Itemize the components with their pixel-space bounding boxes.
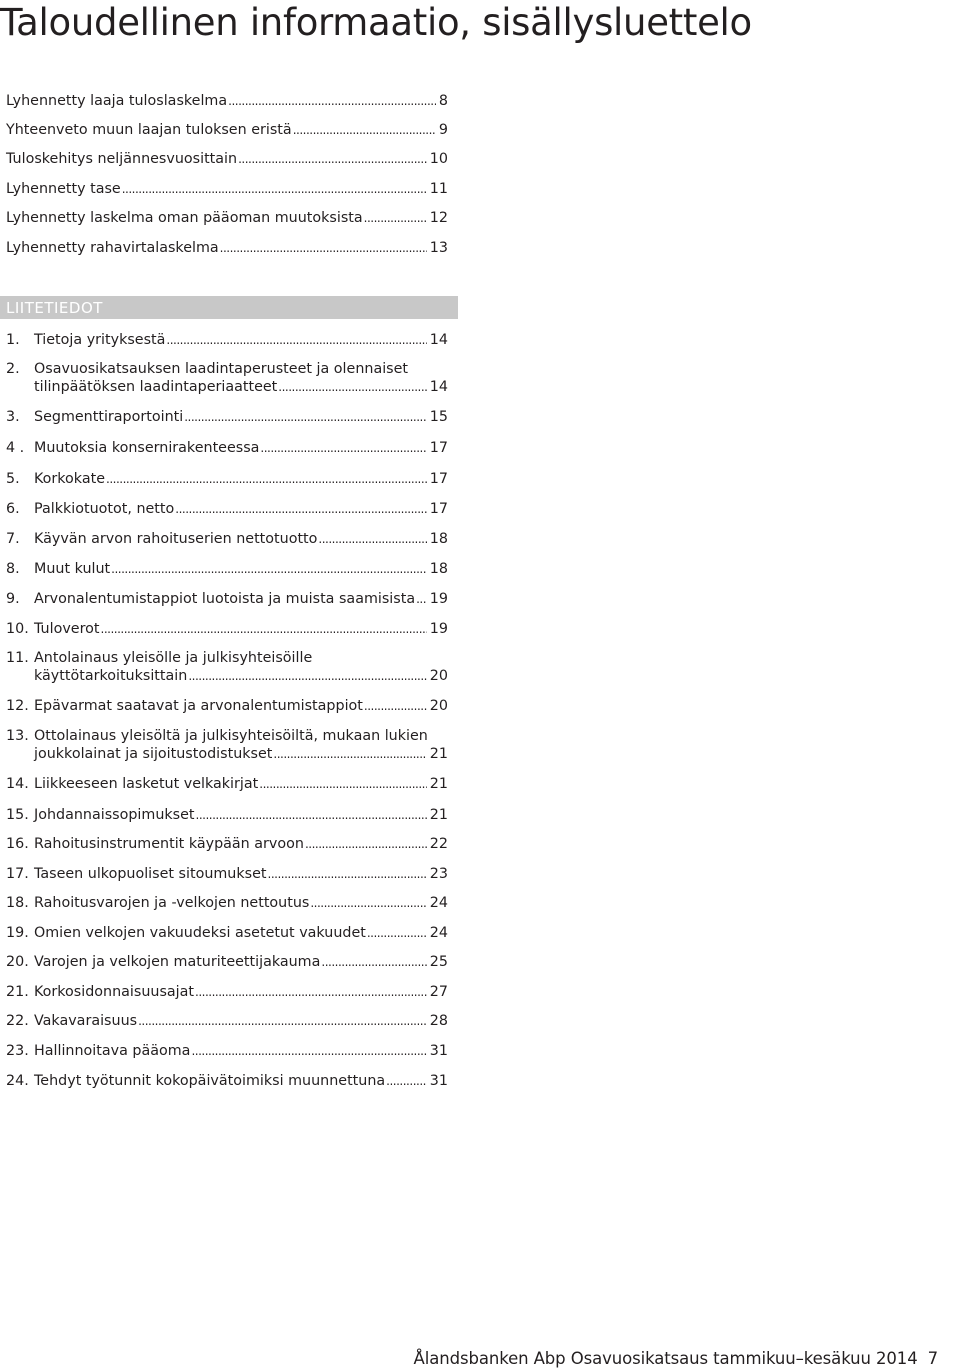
- note-entry[interactable]: [0, 649, 448, 685]
- notes-heading-band: [0, 296, 458, 319]
- toc-entry-title: Lyhennetty tase: [6, 181, 121, 197]
- page-footer: [414, 1349, 938, 1368]
- footer-text: Ålandsbanken Abp Osavuosikatsaus tammikuu–kesäkuu 2014: [413, 1349, 918, 1368]
- note-title: Omien velkojen vakuudeksi asetetut vakuudet: [34, 925, 366, 941]
- note-title: Osavuosikatsauksen laadintaperusteet ja olennaiset: [34, 361, 409, 377]
- note-title: Palkkiotuotot, netto: [34, 501, 175, 517]
- note-entry-line: [0, 953, 448, 971]
- toc-entry[interactable]: [6, 92, 448, 110]
- note-entry[interactable]: [0, 1012, 448, 1030]
- toc-entry-title: Lyhennetty laskelma oman pääoman muutoksista: [6, 210, 363, 226]
- note-page: 20: [429, 698, 448, 714]
- note-entry-line: [0, 560, 448, 578]
- note-entry[interactable]: [0, 560, 448, 578]
- dot-leader: [184, 408, 427, 426]
- note-number: 14.: [6, 776, 29, 792]
- toc-entry-page: 13: [429, 240, 448, 256]
- dot-leader: [386, 1072, 427, 1090]
- note-page: 25: [429, 954, 448, 970]
- note-page: 27: [429, 984, 448, 1000]
- dot-leader: [101, 620, 427, 638]
- note-entry-line: [0, 667, 448, 685]
- note-entry[interactable]: [0, 408, 448, 426]
- toc-entry-line: [6, 92, 448, 110]
- note-page: 21: [429, 776, 448, 792]
- note-page: 19: [429, 621, 448, 637]
- note-page: 21: [429, 746, 448, 762]
- note-entry[interactable]: [0, 439, 448, 457]
- note-page: 18: [429, 531, 448, 547]
- note-entry-line: [0, 806, 448, 824]
- note-page: 23: [429, 866, 448, 882]
- dot-leader: [175, 500, 427, 518]
- toc-entry-page: 10: [429, 151, 448, 167]
- note-entry[interactable]: [0, 620, 448, 638]
- dot-leader: [220, 239, 427, 257]
- dot-leader: [278, 378, 427, 396]
- dot-leader: [416, 590, 427, 608]
- note-page: 19: [429, 591, 448, 607]
- dot-leader: [138, 1012, 427, 1030]
- note-title: tilinpäätöksen laadintaperiaatteet: [34, 379, 278, 395]
- note-entry[interactable]: [0, 331, 448, 349]
- note-number: 13.: [6, 728, 29, 744]
- toc-entry-page: 11: [429, 181, 448, 197]
- note-entry-line: [0, 835, 448, 853]
- note-title: Taseen ulkopuoliset sitoumukset: [34, 866, 267, 882]
- note-number: 24.: [6, 1073, 29, 1089]
- note-number: 23.: [6, 1043, 29, 1059]
- note-number: 20.: [6, 954, 29, 970]
- dot-leader: [364, 697, 427, 715]
- note-number: 21.: [6, 984, 29, 1000]
- toc-entry[interactable]: [6, 239, 448, 257]
- note-title: Varojen ja velkojen maturiteettijakauma: [34, 954, 321, 970]
- dot-leader: [310, 894, 426, 912]
- toc-entry-page: 9: [438, 122, 448, 138]
- note-entry-line: [0, 500, 448, 518]
- note-title: Käyvän arvon rahoituserien nettotuotto: [34, 531, 318, 547]
- dot-leader: [106, 470, 427, 488]
- note-entry-line: [0, 727, 448, 745]
- note-page: 28: [429, 1013, 448, 1029]
- dot-leader: [364, 209, 427, 227]
- note-entry-line: [0, 439, 448, 457]
- dot-leader: [305, 835, 427, 853]
- note-title: käyttötarkoituksittain: [34, 668, 188, 684]
- toc-entry-title: Lyhennetty rahavirtalaskelma: [6, 240, 219, 256]
- note-title: Segmenttiraportointi: [34, 409, 184, 425]
- note-number: 18.: [6, 895, 29, 911]
- dot-leader: [228, 92, 436, 110]
- note-title: Tietoja yrityksestä: [34, 332, 166, 348]
- toc-entry-line: [6, 121, 448, 139]
- page-title: Taloudellinen informaatio, sisällysluettelo: [0, 1, 752, 44]
- dot-leader: [166, 331, 426, 349]
- note-page: 17: [429, 501, 448, 517]
- note-entry[interactable]: [0, 530, 448, 548]
- note-number: 5.: [6, 471, 20, 487]
- note-entry[interactable]: [0, 727, 448, 763]
- note-page: 31: [429, 1073, 448, 1089]
- dot-leader: [188, 667, 426, 685]
- note-title: Epävarmat saatavat ja arvonalentumistappiot: [34, 698, 363, 714]
- note-title: Arvonalentumistappiot luotoista ja muista saamisista: [34, 591, 416, 607]
- note-entry-line: [0, 590, 448, 608]
- note-number: 2.: [6, 361, 20, 377]
- note-entry[interactable]: [0, 360, 448, 396]
- note-title: joukkolainat ja sijoitustodistukset: [34, 746, 273, 762]
- note-entry[interactable]: [0, 500, 448, 518]
- note-entry-line: [0, 408, 448, 426]
- note-entry-line: [0, 530, 448, 548]
- note-page: 24: [429, 925, 448, 941]
- note-entry-line: [0, 1012, 448, 1030]
- note-entry-line: [0, 865, 448, 883]
- note-entry[interactable]: [0, 894, 448, 912]
- dot-leader: [367, 924, 427, 942]
- note-page: 22: [429, 836, 448, 852]
- toc-entry-page: 12: [429, 210, 448, 226]
- note-entry-line: [0, 1072, 448, 1090]
- note-title: Ottolainaus yleisöltä ja julkisyhteisöiltä, mukaan lukien: [34, 728, 428, 744]
- note-page: 17: [429, 440, 448, 456]
- note-number: 3.: [6, 409, 20, 425]
- note-page: 14: [429, 379, 448, 395]
- note-number: 12.: [6, 698, 29, 714]
- note-entry[interactable]: [0, 1072, 448, 1090]
- note-title: Rahoitusinstrumentit käypään arvoon: [34, 836, 304, 852]
- dot-leader: [318, 530, 426, 548]
- notes-heading: LIITETIEDOT: [6, 299, 103, 317]
- note-page: 24: [429, 895, 448, 911]
- note-entry[interactable]: [0, 590, 448, 608]
- note-entry-line: [0, 775, 448, 793]
- note-entry[interactable]: [0, 1042, 448, 1060]
- note-title: Vakavaraisuus: [34, 1013, 138, 1029]
- toc-entry-title: Lyhennetty laaja tuloslaskelma: [6, 93, 228, 109]
- dot-leader: [260, 439, 426, 457]
- note-entry-line: [0, 378, 448, 396]
- note-number: 8.: [6, 561, 20, 577]
- footer-page-number: 7: [927, 1349, 938, 1368]
- toc-entry-page: 8: [438, 93, 448, 109]
- note-number: 10.: [6, 621, 29, 637]
- note-title: Korkokate: [34, 471, 105, 487]
- note-title: Korkosidonnaisuusajat: [34, 984, 195, 1000]
- note-page: 18: [429, 561, 448, 577]
- note-number: 17.: [6, 866, 29, 882]
- note-number: 16.: [6, 836, 29, 852]
- note-title: Tuloverot: [34, 621, 100, 637]
- note-entry-line: [0, 924, 448, 942]
- dot-leader: [293, 121, 436, 139]
- dot-leader: [122, 180, 427, 198]
- note-entry[interactable]: [0, 775, 448, 793]
- note-number: 11.: [6, 650, 29, 666]
- note-number: 19.: [6, 925, 29, 941]
- note-number: 15.: [6, 807, 29, 823]
- dot-leader: [268, 865, 427, 883]
- dot-leader: [273, 745, 426, 763]
- toc-entry-line: [6, 209, 448, 227]
- toc-entry-title: Yhteenveto muun laajan tuloksen eristä: [6, 122, 292, 138]
- toc-entry[interactable]: [6, 150, 448, 168]
- toc-entry-line: [6, 180, 448, 198]
- note-entry[interactable]: [0, 924, 448, 942]
- toc-entry-title: Tuloskehitys neljännesvuosittain: [6, 151, 238, 167]
- note-number: 7.: [6, 531, 20, 547]
- dot-leader: [196, 806, 427, 824]
- dot-leader: [111, 560, 427, 578]
- note-entry-line: [0, 331, 448, 349]
- note-title: Rahoitusvarojen ja -velkojen nettoutus: [34, 895, 310, 911]
- dot-leader: [238, 150, 427, 168]
- dot-leader: [321, 953, 426, 971]
- note-entry-line: [0, 745, 448, 763]
- note-title: Muut kulut: [34, 561, 111, 577]
- note-page: 31: [429, 1043, 448, 1059]
- note-entry-line: [0, 1042, 448, 1060]
- note-entry-line: [0, 470, 448, 488]
- note-entry[interactable]: [0, 697, 448, 715]
- note-title: Antolainaus yleisölle ja julkisyhteisöille: [34, 650, 313, 666]
- note-entry-line: [0, 649, 448, 667]
- note-entry[interactable]: [0, 983, 448, 1001]
- note-number: 1.: [6, 332, 20, 348]
- dot-leader: [195, 983, 427, 1001]
- note-title: Liikkeeseen lasketut velkakirjat: [34, 776, 259, 792]
- note-entry[interactable]: [0, 953, 448, 971]
- note-number: 9.: [6, 591, 20, 607]
- note-page: 21: [429, 807, 448, 823]
- note-entry-line: [0, 894, 448, 912]
- note-title: Tehdyt työtunnit kokopäivätoimiksi muunnettuna: [34, 1073, 386, 1089]
- note-page: 20: [429, 668, 448, 684]
- toc-entry-line: [6, 239, 448, 257]
- note-entry[interactable]: [0, 470, 448, 488]
- dot-leader: [191, 1042, 426, 1060]
- note-entry-line: [0, 697, 448, 715]
- note-page: 17: [429, 471, 448, 487]
- note-entry[interactable]: [0, 806, 448, 824]
- note-title: Hallinnoitava pääoma: [34, 1043, 191, 1059]
- toc-entry-line: [6, 150, 448, 168]
- note-entry-line: [0, 620, 448, 638]
- note-number: 6.: [6, 501, 20, 517]
- note-entry[interactable]: [0, 865, 448, 883]
- note-entry[interactable]: [0, 835, 448, 853]
- note-page: 15: [429, 409, 448, 425]
- note-title: Muutoksia konsernirakenteessa: [34, 440, 260, 456]
- note-entry-line: [0, 983, 448, 1001]
- note-page: 14: [429, 332, 448, 348]
- note-number: 4 .: [6, 440, 25, 456]
- note-entry-line: [0, 360, 448, 378]
- note-title: Johdannaissopimukset: [34, 807, 195, 823]
- note-number: 22.: [6, 1013, 29, 1029]
- toc-entry[interactable]: [6, 180, 448, 198]
- dot-leader: [259, 775, 427, 793]
- toc-entry[interactable]: [6, 121, 448, 139]
- toc-entry[interactable]: [6, 209, 448, 227]
